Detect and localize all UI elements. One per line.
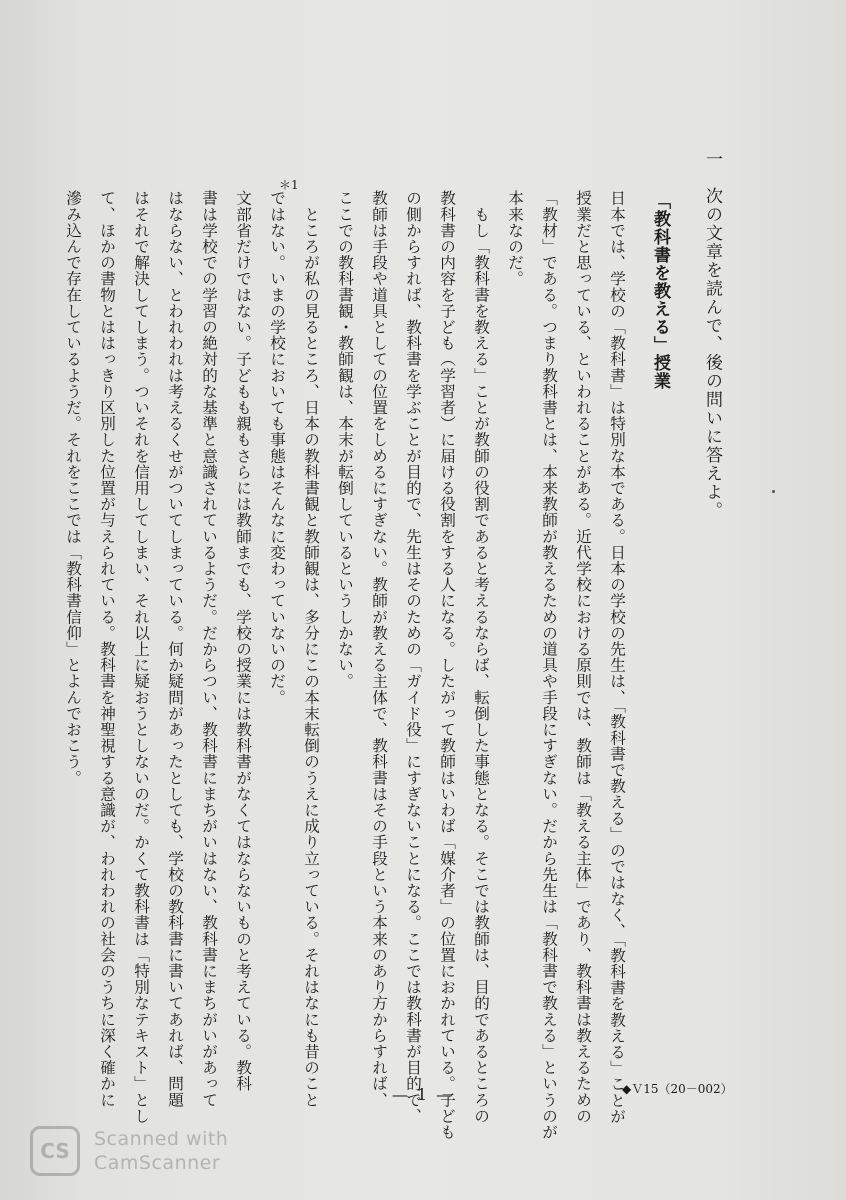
page-number: — 1 — (391, 1085, 455, 1104)
body-line: 書は学校での学習の絶対的な基準と意識されているようだ。だからつい、教科書にまちがいはない、教科書にまちがいがあって (200, 190, 218, 1108)
body-line: もし「教科書を教える」ことが教師の役割であると考えるならば、転倒した事態となる。そこでは教師は、目的であるところの (472, 190, 490, 1124)
body-line: 「教材」である。つまり教科書とは、本来教師が教えるための道具や手段にすぎない。だから先生は「教科書で教える」というのが (540, 190, 558, 1140)
footnote-marker: ＊1 (279, 178, 299, 192)
body-line: 滲み込んで存在しているようだ。それをここでは「教科書信仰」とよんでおこう。 (64, 190, 82, 786)
scan-speck (772, 490, 775, 493)
question-instruction (700, 150, 725, 520)
body-line: はそれで解決してしまう。ついそれを信用してしまい、それ以上に疑おうとしないのだ。かくて教科書は「特別なテキスト」とし (132, 190, 150, 1124)
watermark-line-2: CamScanner (94, 1152, 221, 1174)
body-line: 授業だと思っている、といわれることがある。近代学校における原則では、教師は「教える主体」であり、教科書は教えるための (574, 190, 592, 1124)
watermark-line-1: Scanned with (94, 1128, 229, 1150)
body-line: ここでの教科書観・教師観は、本末が転倒しているというしかない。 (336, 190, 354, 690)
question-number: 一 (702, 150, 722, 169)
body-line: の側からすれば、教科書を学ぶことが目的で、先生はそのための「ガイド役」にすぎないことになる。ここでは教科書が目的で、 (404, 190, 422, 1124)
body-line: ではない。いまの学校においても事態はそんなに変わっていないのだ。 (268, 190, 286, 706)
article-title: 「教科書を教える」授業 (650, 192, 670, 390)
body-line: 教師は手段や道具としての位置をしめるにすぎない。教師が教える主体で、教科書はその手段という本来のあり方からすれば、 (370, 190, 388, 1108)
scanner-watermark (30, 1126, 228, 1176)
body-line: 文部省だけではない。子どもも親もさらには教師までも、学校の授業には教科書がなくてはならないものと考えている。教科 (234, 190, 252, 1092)
body-line: 教科書の内容を子ども（学習者）に届ける役割をする人になる。したがって教師はいわば「媒介者」の位置におかれている。子ども (438, 190, 456, 1140)
body-line: て、ほかの書物とははっきり区別した位置が与えられている。教科書を神聖視する意識が、われわれの社会のうちに深く確かに (98, 190, 116, 1108)
instruction-text: 次の文章を読んで、後の問いに答えよ。 (702, 187, 722, 520)
watermark-text (94, 1127, 228, 1175)
body-line: 本来なのだ。 (506, 190, 524, 287)
body-line: はならない、とわれわれは考えるくせがついてしまっている。何か疑問があったとしても、学校の教科書に書いてあれば、問題 (166, 190, 184, 1108)
form-code: ◆Ｖ15（20－002） (622, 1082, 733, 1096)
body-line: ところが私の見るところ、日本の教科書観と教師観は、多分にこの本末転倒のうえに成り立っている。それはなにも昔のこと (302, 190, 320, 1108)
camscanner-logo-icon: CS (30, 1126, 80, 1176)
body-line: 日本では、学校の「教科書」は特別な本である。日本の学校の先生は、「教科書で教える」のではなく、「教科書を教える」ことが (608, 190, 626, 1125)
